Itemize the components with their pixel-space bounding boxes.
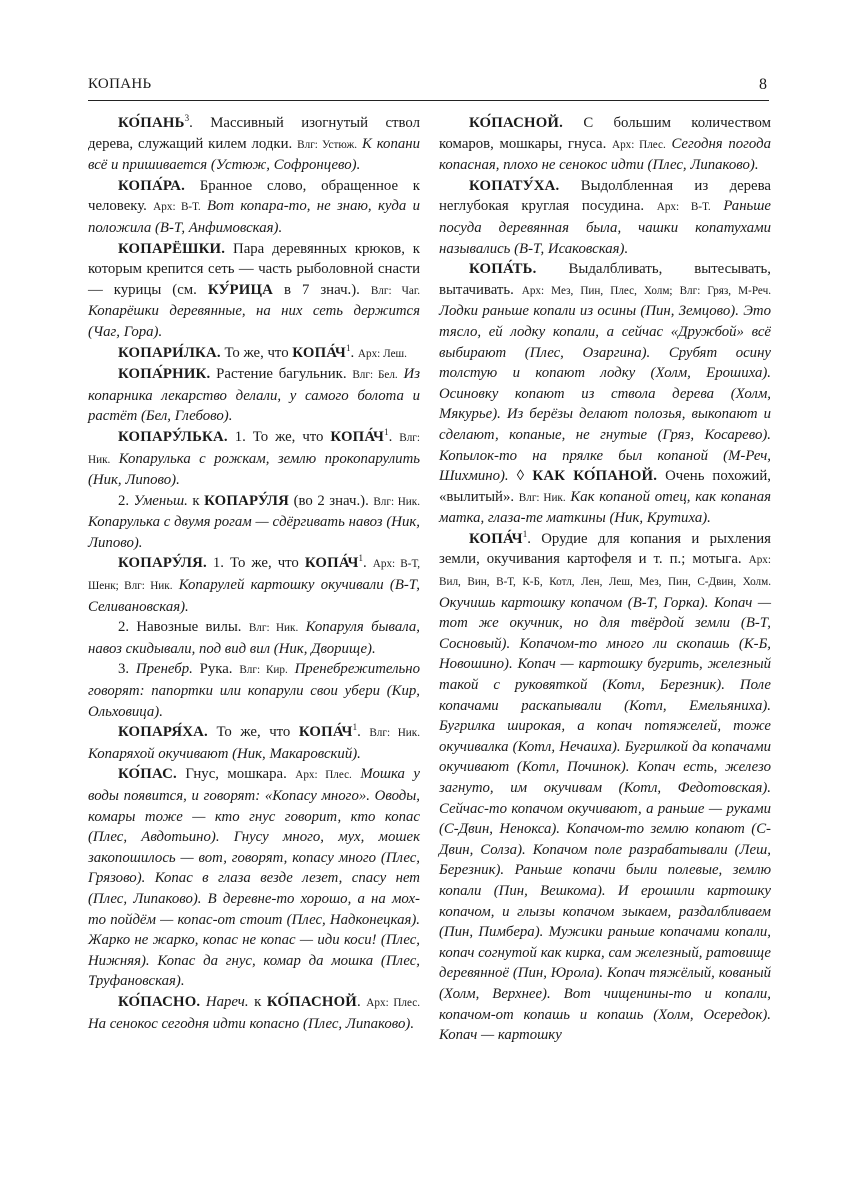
definition: 2. Навозные вилы. <box>118 619 249 636</box>
example: На сенокос сегодня идти копасно (Плес, Липаково). <box>88 1015 415 1032</box>
cross-reference: КОПА́Ч <box>330 428 385 445</box>
entry-koparyakha <box>88 722 420 764</box>
usage-label: Нареч. <box>200 993 249 1010</box>
example: Копарулей картошку окучивали (В-Т, Селивановская). <box>88 577 420 615</box>
example: Копарулька с двумя рогам — сдёргивать навоз (Ник, Липово). <box>88 514 420 551</box>
example: Лодки раньше копали из осины (Пин, Земцово). Это тясло, ей лодку копали, а сейчас «Дружбой» всё выбирают (Плес, Озаргина). Срубят осину толстую и копают лодку (Холм, Ерошиха). Осиновку копают из ствола дерева (Холм, Мякурье). Из берёзы делают полозья, выкопают и сделают, копаные, не гнутые (Гряз, Косарево). Копылок-то на прялке был копаной (М-Реч, Шихмино). <box>439 303 771 485</box>
usage-label: Уменьш. <box>133 492 188 509</box>
left-column <box>88 113 420 1034</box>
region-label: Арх: Плес. <box>611 138 666 151</box>
definition: к <box>187 492 205 509</box>
headword: КОПАРУ́ЛЬКА. <box>118 428 228 445</box>
definition: Гнус, мошкара. <box>176 766 296 783</box>
definition: к <box>248 993 267 1010</box>
running-head: КОПАНЬ <box>88 76 152 92</box>
definition: Рука. <box>192 661 240 678</box>
entry-kopan <box>88 113 420 176</box>
entry-kopasnoy <box>439 113 771 176</box>
example: Окучишь картошку копачом (В-Т, Горка). Копач — тот же окучник, но для твёрдой земли (В-Т, Сосновый). Копачом-то много ли скопашь (К-Б, Новошино). Копач — картошку бугрить, железный такой с руковяткой (Котл, Березник). Поле копачами раскапывали (Котл, Емельяниха). Бугрилка широкая, а копач потяжелей, тоже окучивалка (Котл, Нечаиха). Бугрилкой да копачами окучивают (Котл, Починок). Копач есть, железо загнуто, им окучивам (Котл, Федотовская). Сейчас-то копачом окучивают, а раньше — руками (С-Двин, Ненокса). Копачом-то землю копают (С-Двин, Солза). Копачом поле разрабатывали (Леш, Березник). Раньше копачи были полевые, землю копали (Пин, Вешкома). И ерошили картошку копачом, и глызы копачом зыкаем, раздалбливаем (Пин, Пимбера). Мужики раньше копачами копали, копач согнутой как кирка, сам железный, ратовище деревянноё (Пин, Юрола). Копач тяжёлый, кованый (Холм, Верхнее). Вот чищенины-то и копали, копачом-от копашь и копашь (Холм, Осередок). Копач — картошку <box>439 594 771 1044</box>
definition: Пара деревянных крюков, к которым крепится сеть — часть рыболовной снасти — курицы (см. <box>88 240 420 298</box>
example: Копарёшки деревянные, на них сеть держится (Чаг, Гора). <box>88 303 420 340</box>
region-label: Влг: Бел. <box>352 369 398 382</box>
example: К копани всё и пришивается (Устюж, Софронцево). <box>88 135 420 174</box>
definition: С большим количеством комаров, мошкары, гнуса. <box>439 115 771 152</box>
headword: КО́ПАСНО. <box>118 993 201 1010</box>
region-label: Арх: Вил, Вин, В-Т, К-Б, Котл, Лен, Леш, Мез, Пин, С-Двин, Холм. <box>439 554 771 589</box>
definition: Выдалбливать, вытесывать, вытачивать. <box>439 261 771 298</box>
example: Копаряхой окучивают (Ник, Макаровский). <box>88 745 361 762</box>
region-label: Арх: В-Т. <box>656 201 711 214</box>
definition: Растение багульник. <box>210 366 353 383</box>
definition-cont: . <box>357 993 367 1010</box>
entry-kopara <box>88 176 420 239</box>
headword: КОПА́РНИК. <box>118 366 211 383</box>
definition: То же, что <box>220 344 293 361</box>
definition: . Массивный изогнутый ствол дерева, служащий килем лодки. <box>88 115 420 152</box>
example: Из копарника лекарство делали, у самого болота и растёт (Бел, Глебово). <box>88 366 420 425</box>
region-label: Влг: Ник. <box>88 431 420 466</box>
header-rule <box>88 100 769 101</box>
definition: Бранное слово, обращенное к человеку. <box>88 177 420 215</box>
cross-reference: КОПА́Ч <box>292 344 346 361</box>
phrase-headword: ◊ КАК КО́ПАНОЙ. <box>508 468 658 485</box>
headword: КОПАРУ́ЛЯ. <box>118 555 207 572</box>
region-label: Влг: Ник. <box>373 495 421 508</box>
example: Вот копара-то, не знаю, куда и положила (В-Т, Анфимовская). <box>88 198 420 236</box>
example: Пренебрежительно говорят: папортки или копарули свои убери (Кир, Ольховица). <box>88 661 421 720</box>
definition: . Орудие для копания и рыхления земли, окучивания картофеля и т. п.; мотыга. <box>439 530 771 568</box>
headword: КОПАРЁШКИ. <box>118 240 226 257</box>
sense-number: 2. <box>118 492 134 509</box>
homonym-index: 1 <box>345 342 351 353</box>
entry-koparulya-sense-3 <box>88 659 420 722</box>
entry-koparyoshki <box>88 239 420 343</box>
definition-cont: (во 2 знач.). <box>289 492 374 509</box>
region-label: Арх: В-Т. <box>153 201 201 214</box>
region-label: Арх: Мез, Пин, Плес, Холм; Влг: Гряз, М-Реч. <box>521 284 771 297</box>
example: Раньше посуда деревянная была, чашки копатухами назывались (В-Т, Исаковская). <box>439 198 772 257</box>
cross-reference: КОПА́Ч <box>298 724 353 741</box>
running-header <box>88 76 769 98</box>
region-label: Влг: Ник. <box>248 622 299 635</box>
entry-koparulka-sense-2 <box>88 491 420 554</box>
headword: КОПА́ТЬ. <box>469 261 537 278</box>
region-label: Влг: Устюж. <box>297 138 357 151</box>
region-label: Влг: Кир. <box>239 664 288 677</box>
entry-kopas <box>88 764 420 992</box>
homonym-index: 1 <box>358 553 364 564</box>
sense-number: 3. <box>118 661 136 678</box>
region-label: Влг: Чаг. <box>370 284 420 297</box>
entry-koparilka <box>88 343 420 365</box>
cross-reference: КО́ПАСНОЙ <box>266 993 358 1010</box>
headword: КО́ПАС. <box>118 766 177 783</box>
region-label: Арх: Плес. <box>366 996 421 1009</box>
cross-reference: КОПА́Ч <box>304 555 359 572</box>
definition-cont: . <box>350 344 358 361</box>
entry-kopatukha <box>439 176 771 259</box>
region-label: Влг: Ник. <box>369 727 420 740</box>
definition-cont: . <box>363 555 373 572</box>
headword: КОПАТУ́ХА. <box>469 177 560 194</box>
usage-label: Пренебр. <box>135 661 193 678</box>
headword: КОПАРЯ́ХА. <box>118 724 208 741</box>
entry-koparnik <box>88 364 420 427</box>
definition: Выдолбленная из дерева неглубокая круглая посудина. <box>439 177 771 215</box>
region-label: Влг: Ник. <box>518 491 566 504</box>
definition: То же, что <box>207 724 299 741</box>
right-column <box>439 113 771 1046</box>
region-label: Арх: Плес. <box>295 769 352 782</box>
example: Сегодня погода копасная, плохо не сенокос идти (Плес, Липаково). <box>439 135 771 174</box>
example: Мошка у воды появится, и говорят: «Копасу много». Оводы, комары тоже — кто гнус говорит, кто копас (Плес, Авдотьино). Гнусу много, мух, мошек закопошилось — вот, говорят, копасу много (Плес, Грязово). Копас в глаза везде лезет, спасу нет (Плес, Липаково). В деревне-то хорошо, а на мох-то пойдём — копас-от стоит (Плес, Надконецкая). Жарко не жарко, копас не копас — иди коси! (Плес, Нижняя). Копас да гнус, комар да мошка (Плес, Труфановская). <box>88 766 420 990</box>
headword: КОПАРИ́ЛКА. <box>118 344 221 361</box>
entry-koparulka <box>88 427 420 491</box>
homonym-index: 1 <box>352 722 358 733</box>
homonym-index: 1 <box>384 426 389 437</box>
definition-cont: . <box>357 724 370 741</box>
definition: 1. То же, что <box>227 428 331 445</box>
region-label: Арх: Леш. <box>357 347 407 360</box>
headword: КО́ПАСНОЙ. <box>469 115 564 131</box>
phrase-definition: Очень похожий, «вылитый». <box>439 468 771 505</box>
homonym-index: 1 <box>522 528 528 539</box>
cross-reference: КУ́РИЦА <box>207 281 274 298</box>
homonym-index: 3 <box>184 113 190 124</box>
headword: КО́ПАНЬ <box>118 115 185 131</box>
page-number: 8 <box>759 76 767 93</box>
entry-kopat <box>439 259 771 529</box>
entry-koparulya-sense-2 <box>88 617 420 659</box>
entry-koparulya <box>88 553 420 617</box>
cross-reference: КОПАРУ́ЛЯ <box>204 492 290 509</box>
headword: КОПА́Ч <box>469 530 523 547</box>
region-label: Арх: В-Т, Шенк; Влг: Ник. <box>88 558 420 593</box>
definition-cont: в 7 знач.). <box>273 281 371 298</box>
entry-kopach <box>439 529 771 1046</box>
example: Копарулька с рожкам, землю прокопарулить (Ник, Липово). <box>88 450 420 489</box>
headword: КОПА́РА. <box>118 177 185 194</box>
entry-kopasno <box>88 992 420 1034</box>
example: Копаруля бывала, навоз скидывали, под вид вил (Ник, Дворище). <box>88 619 420 657</box>
example: Как копаной отец, как копаная матка, глаза-те маткины (Ник, Крутиха). <box>439 488 771 527</box>
definition: 1. То же, что <box>206 555 305 572</box>
definition-cont: . <box>388 428 400 445</box>
